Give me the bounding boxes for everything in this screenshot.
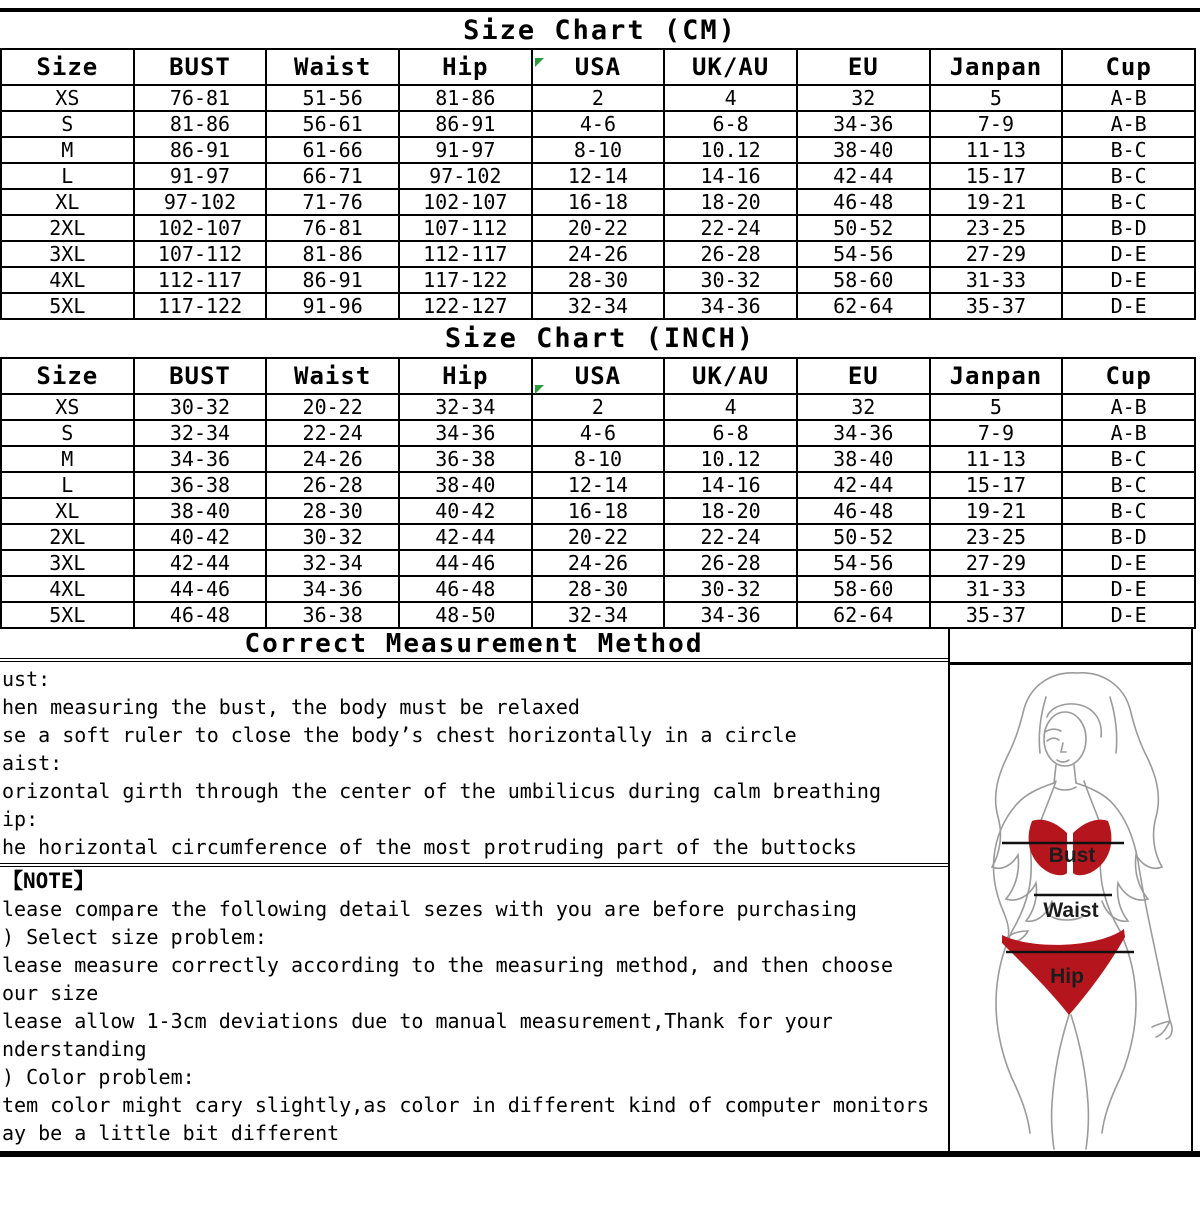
table-cell: 19-21 [930, 498, 1063, 524]
table-cell: 5XL [1, 602, 134, 628]
table-cell: 50-52 [797, 215, 930, 241]
size-chart-cm-table [0, 48, 1196, 320]
text-line: ay be a little bit different [2, 1121, 340, 1145]
text-line: tem color might cary slightly,as color in different kind of computer monitors [2, 1093, 930, 1117]
table-cell: S [1, 420, 134, 446]
table-cell: 22-24 [266, 420, 399, 446]
table-cell: A-B [1062, 85, 1195, 111]
table-cell: D-E [1062, 602, 1195, 628]
table-row [1, 189, 1195, 215]
table-cell: 4-6 [532, 420, 665, 446]
table-cell: 102-107 [134, 215, 267, 241]
column-header: Cup [1062, 358, 1195, 394]
table-cell: 36-38 [399, 446, 532, 472]
table-row [1, 293, 1195, 319]
table-cell: 3XL [1, 550, 134, 576]
table-cell: 97-102 [134, 189, 267, 215]
text-line: lease measure correctly according to the measuring method, and then choose [2, 953, 894, 977]
table-cell: 122-127 [399, 293, 532, 319]
table-row [1, 241, 1195, 267]
table-cell: 38-40 [399, 472, 532, 498]
table-cell: A-B [1062, 111, 1195, 137]
table-cell: 81-86 [134, 111, 267, 137]
table-row [1, 576, 1195, 602]
table-cell: 32-34 [532, 293, 665, 319]
table-row [1, 446, 1195, 472]
table-cell: 2 [532, 85, 665, 111]
hip-label: Hip [1050, 965, 1084, 988]
table-cell: 14-16 [664, 163, 797, 189]
table-cell: 62-64 [797, 293, 930, 319]
table-cell: 58-60 [797, 267, 930, 293]
table-cell: 30-32 [134, 394, 267, 420]
table-cell: 32 [797, 394, 930, 420]
table-cell: 7-9 [930, 111, 1063, 137]
table-cell: M [1, 446, 134, 472]
column-header: Janpan [930, 358, 1063, 394]
table-cell: 2XL [1, 215, 134, 241]
table-cell: 4 [664, 394, 797, 420]
table-cell: 4XL [1, 267, 134, 293]
text-line: ip: [2, 807, 39, 831]
table-cell: 107-112 [399, 215, 532, 241]
table-cell: 8-10 [532, 137, 665, 163]
note-section [0, 863, 948, 1147]
column-header: EU [797, 358, 930, 394]
table-cell: 5 [930, 85, 1063, 111]
measurement-method-section [0, 629, 1200, 1151]
table-row [1, 498, 1195, 524]
table-cell: 18-20 [664, 189, 797, 215]
table-cell: XL [1, 189, 134, 215]
column-header: Hip [399, 49, 532, 85]
table-cell: 91-97 [399, 137, 532, 163]
table-cell: 34-36 [797, 111, 930, 137]
table-cell: 12-14 [532, 472, 665, 498]
table-cell: 38-40 [797, 137, 930, 163]
table-cell: 11-13 [930, 446, 1063, 472]
table-cell: 38-40 [797, 446, 930, 472]
table-row [1, 111, 1195, 137]
text-line: orizontal girth through the center of the umbilicus during calm breathing [2, 779, 881, 803]
table-row [1, 137, 1195, 163]
table-cell: 22-24 [664, 524, 797, 550]
table-cell: XL [1, 498, 134, 524]
table-cell: 20-22 [532, 215, 665, 241]
bust-label: Bust [1048, 844, 1096, 867]
text-line: nderstanding [2, 1037, 147, 1061]
table-cell: 46-48 [797, 189, 930, 215]
table-cell: 56-61 [266, 111, 399, 137]
column-header: BUST [134, 358, 267, 394]
page-title-inch: Size Chart (INCH) [444, 323, 756, 354]
size-chart-inch-table [0, 357, 1196, 629]
bottom-border-rule [0, 1151, 1200, 1157]
table-cell: 66-71 [266, 163, 399, 189]
text-line: ust: [2, 667, 51, 691]
table-cell: 10.12 [664, 137, 797, 163]
table-cell: 42-44 [134, 550, 267, 576]
table-cell: 34-36 [664, 293, 797, 319]
table-cell: 91-97 [134, 163, 267, 189]
table-cell: 30-32 [664, 576, 797, 602]
table-cell: 27-29 [930, 241, 1063, 267]
table-cell: L [1, 163, 134, 189]
table-cell: 28-30 [532, 576, 665, 602]
table-cell: 32-34 [532, 602, 665, 628]
table-header-row [1, 49, 1195, 85]
table-cell: 18-20 [664, 498, 797, 524]
table-cell: 36-38 [134, 472, 267, 498]
table-cell: A-B [1062, 394, 1195, 420]
table-cell: 51-56 [266, 85, 399, 111]
table-cell: B-C [1062, 189, 1195, 215]
table-cell: 81-86 [399, 85, 532, 111]
table-row [1, 267, 1195, 293]
table-cell: 15-17 [930, 163, 1063, 189]
table-cell: 34-36 [134, 446, 267, 472]
table-cell: 20-22 [532, 524, 665, 550]
table-cell: 26-28 [664, 550, 797, 576]
table-cell: 46-48 [797, 498, 930, 524]
text-line: lease compare the following detail sezes with you are before purchasing [2, 897, 857, 921]
table-cell: 81-86 [266, 241, 399, 267]
table-row [1, 472, 1195, 498]
table-cell: 24-26 [532, 550, 665, 576]
table-cell: 76-81 [266, 215, 399, 241]
column-header: UK/AU [664, 358, 797, 394]
cell-corner-marker [535, 58, 544, 67]
table-cell: 62-64 [797, 602, 930, 628]
column-header: BUST [134, 49, 267, 85]
table-cell: 4XL [1, 576, 134, 602]
table-row [1, 602, 1195, 628]
table-cell: 4 [664, 85, 797, 111]
figure-box [950, 662, 1193, 1151]
page-title-cm: Size Chart (CM) [463, 15, 737, 46]
measurement-method-text-panel [0, 629, 950, 1151]
column-header: Hip [399, 358, 532, 394]
table-cell: 20-22 [266, 394, 399, 420]
table-cell: B-D [1062, 524, 1195, 550]
table-cell: 71-76 [266, 189, 399, 215]
table-cell: 26-28 [664, 241, 797, 267]
table-cell: 34-36 [399, 420, 532, 446]
table-cell: 46-48 [399, 576, 532, 602]
waist-label: Waist [1043, 899, 1099, 922]
table-cell: 32 [797, 85, 930, 111]
table-cell: D-E [1062, 576, 1195, 602]
table-cell: 30-32 [664, 267, 797, 293]
table-cell: XS [1, 394, 134, 420]
table-row [1, 420, 1195, 446]
table-cell: 24-26 [266, 446, 399, 472]
table-cell: 107-112 [134, 241, 267, 267]
table-cell: B-C [1062, 472, 1195, 498]
table-cell: 35-37 [930, 293, 1063, 319]
table-cell: 38-40 [134, 498, 267, 524]
table-cell: A-B [1062, 420, 1195, 446]
figure-spacer [950, 629, 1193, 662]
table-cell: 86-91 [134, 137, 267, 163]
table-cell: D-E [1062, 550, 1195, 576]
text-line: se a soft ruler to close the body’s chest horizontally in a circle [2, 723, 797, 747]
table-cell: 23-25 [930, 524, 1063, 550]
table-cell: M [1, 137, 134, 163]
table-cell: 97-102 [399, 163, 532, 189]
table-cell: 34-36 [266, 576, 399, 602]
column-header: Cup [1062, 49, 1195, 85]
table-cell: 15-17 [930, 472, 1063, 498]
table-cell: 42-44 [399, 524, 532, 550]
table-cell: XS [1, 85, 134, 111]
table-cell: 31-33 [930, 267, 1063, 293]
table-cell: 2XL [1, 524, 134, 550]
column-header: Janpan [930, 49, 1063, 85]
column-header: USA [532, 49, 665, 85]
table-cell: 35-37 [930, 602, 1063, 628]
column-header: Waist [266, 49, 399, 85]
table-cell: B-D [1062, 215, 1195, 241]
text-line: ) Select size problem: [2, 925, 267, 949]
table-row [1, 163, 1195, 189]
table-cell: 32-34 [399, 394, 532, 420]
method-title: Correct Measurement Method [0, 629, 948, 662]
table-cell: B-C [1062, 137, 1195, 163]
table-cell: 42-44 [797, 163, 930, 189]
table-row [1, 524, 1195, 550]
table-cell: 112-117 [134, 267, 267, 293]
table-cell: 31-33 [930, 576, 1063, 602]
table-cell: 11-13 [930, 137, 1063, 163]
table-cell: 46-48 [134, 602, 267, 628]
table-cell: 12-14 [532, 163, 665, 189]
table-cell: 76-81 [134, 85, 267, 111]
table-cell: 40-42 [134, 524, 267, 550]
table-cell: 48-50 [399, 602, 532, 628]
table-cell: 16-18 [532, 498, 665, 524]
table-cell: 117-122 [134, 293, 267, 319]
table-cell: 24-26 [532, 241, 665, 267]
table-row [1, 85, 1195, 111]
table-cell: 91-96 [266, 293, 399, 319]
table-cell: 26-28 [266, 472, 399, 498]
table-cell: 86-91 [399, 111, 532, 137]
table-cell: 36-38 [266, 602, 399, 628]
table-header-row [1, 358, 1195, 394]
table-cell: 30-32 [266, 524, 399, 550]
woman-illustration [950, 665, 1193, 1151]
table-cell: 61-66 [266, 137, 399, 163]
table-cell: 102-107 [399, 189, 532, 215]
table-cell: 28-30 [532, 267, 665, 293]
table-cell: B-C [1062, 498, 1195, 524]
column-header: Size [1, 49, 134, 85]
table-cell: 10.12 [664, 446, 797, 472]
table-cell: 54-56 [797, 241, 930, 267]
table-cell: 22-24 [664, 215, 797, 241]
text-line: our size [2, 981, 99, 1005]
text-line: 【NOTE】 [2, 869, 95, 893]
table-cell: 44-46 [134, 576, 267, 602]
table-cell: 4-6 [532, 111, 665, 137]
table-cell: 34-36 [664, 602, 797, 628]
table-cell: 32-34 [134, 420, 267, 446]
table-cell: 112-117 [399, 241, 532, 267]
table-cell: 28-30 [266, 498, 399, 524]
table-cell: 86-91 [266, 267, 399, 293]
table-cell: B-C [1062, 163, 1195, 189]
table-cell: 3XL [1, 241, 134, 267]
text-line: hen measuring the bust, the body must be relaxed [2, 695, 580, 719]
text-line: ) Color problem: [2, 1065, 195, 1089]
table-cell: L [1, 472, 134, 498]
table-cell: D-E [1062, 293, 1195, 319]
table-cell: D-E [1062, 267, 1195, 293]
table-cell: 8-10 [532, 446, 665, 472]
table-cell: 34-36 [797, 420, 930, 446]
column-header: UK/AU [664, 49, 797, 85]
table-cell: 6-8 [664, 420, 797, 446]
column-header: EU [797, 49, 930, 85]
table-cell: 5 [930, 394, 1063, 420]
column-header: Size [1, 358, 134, 394]
table-cell: 19-21 [930, 189, 1063, 215]
text-line: he horizontal circumference of the most protruding part of the buttocks [2, 835, 857, 859]
column-header: Waist [266, 358, 399, 394]
table-cell: 6-8 [664, 111, 797, 137]
table-cell: 54-56 [797, 550, 930, 576]
table-cell: 58-60 [797, 576, 930, 602]
column-header: USA [532, 358, 665, 394]
table-cell: 2 [532, 394, 665, 420]
cell-corner-marker [535, 385, 544, 394]
method-instructions [0, 662, 948, 861]
table-cell: 40-42 [399, 498, 532, 524]
table-cell: 32-34 [266, 550, 399, 576]
table-cell: D-E [1062, 241, 1195, 267]
text-line: aist: [2, 751, 63, 775]
table-cell: 5XL [1, 293, 134, 319]
table-row [1, 550, 1195, 576]
table-cell: 23-25 [930, 215, 1063, 241]
figure-panel [950, 629, 1195, 1151]
table-cell: 16-18 [532, 189, 665, 215]
table-row [1, 215, 1195, 241]
table-cell: 7-9 [930, 420, 1063, 446]
table-cell: 50-52 [797, 524, 930, 550]
table-cell: 44-46 [399, 550, 532, 576]
text-line: lease allow 1-3cm deviations due to manual measurement,Thank for your [2, 1009, 833, 1033]
table-cell: 27-29 [930, 550, 1063, 576]
table-cell: 117-122 [399, 267, 532, 293]
table-cell: 14-16 [664, 472, 797, 498]
table-cell: S [1, 111, 134, 137]
table-row [1, 394, 1195, 420]
table-cell: 42-44 [797, 472, 930, 498]
table-cell: B-C [1062, 446, 1195, 472]
